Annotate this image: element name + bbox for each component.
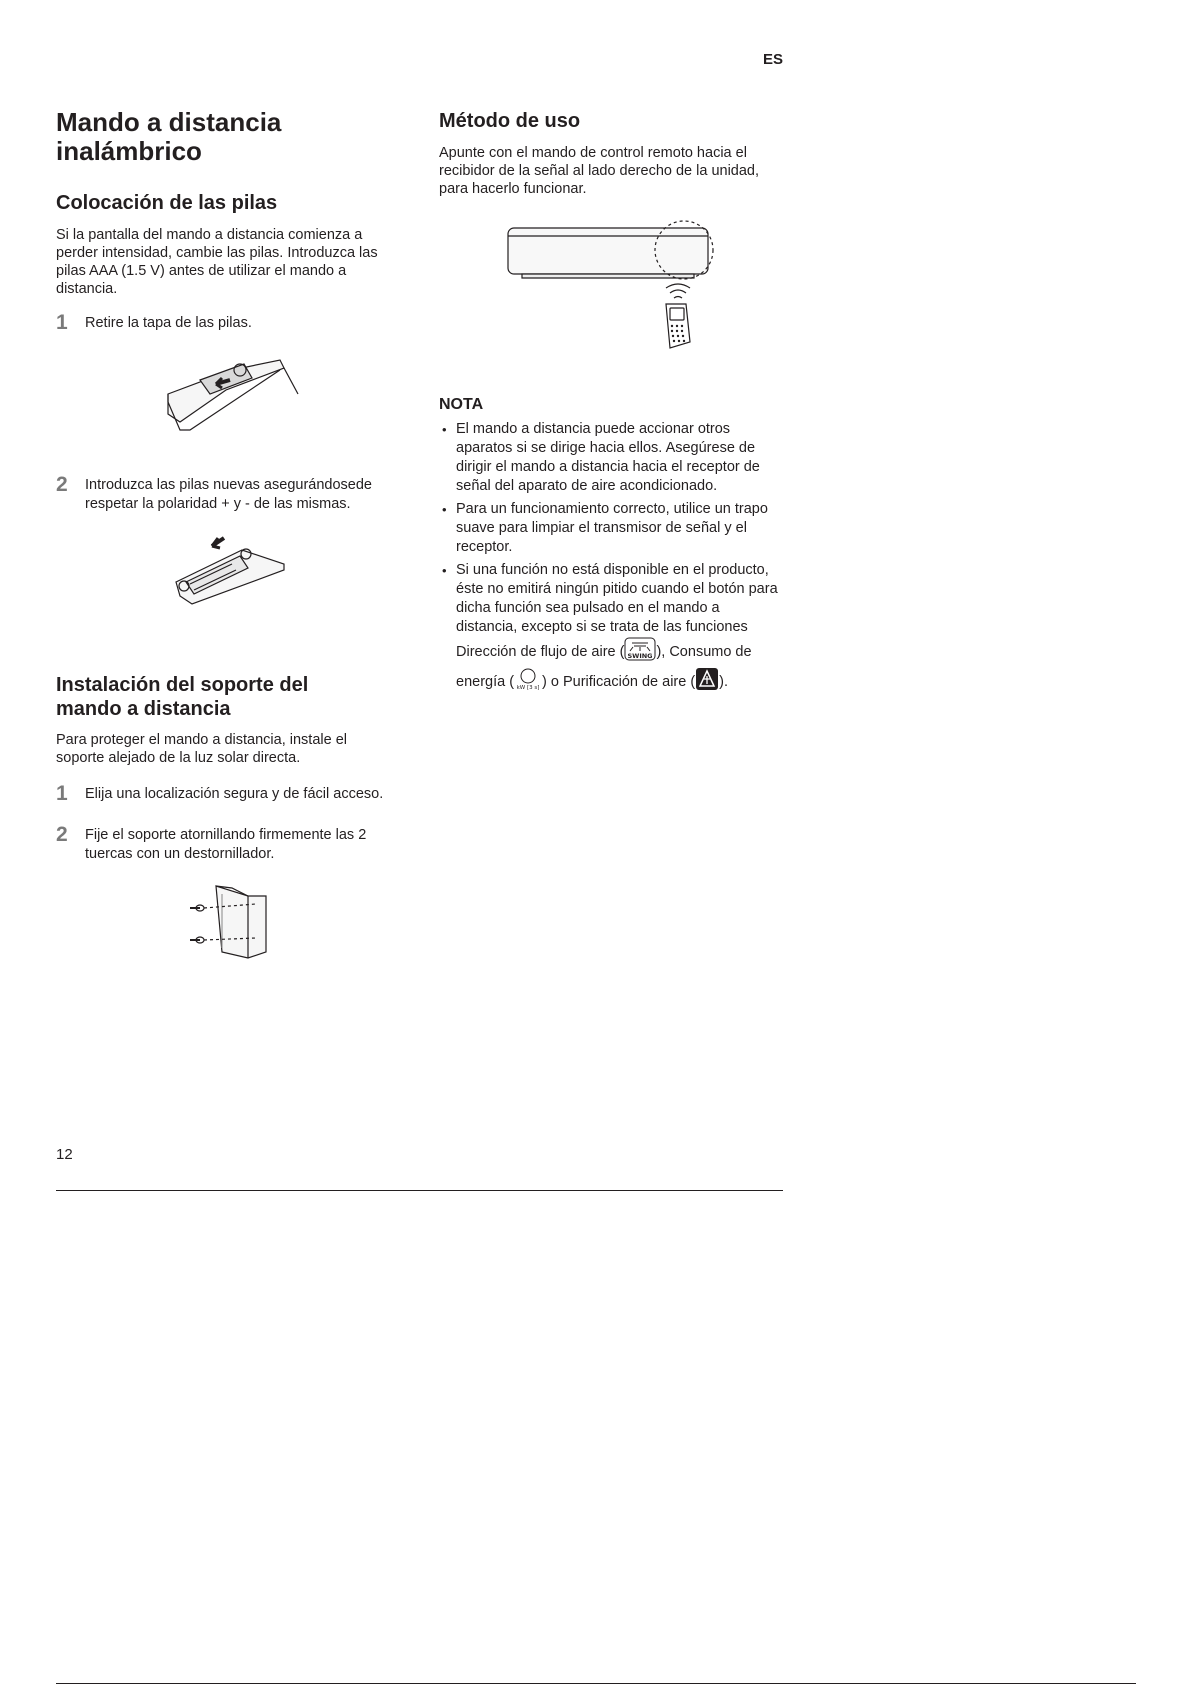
- step-text: Elija una localización segura y de fácil acceso.: [85, 786, 384, 802]
- insert-batteries-illustration: [172, 530, 288, 610]
- note-item-1: • El mando a distancia puede accionar otros aparatos si se dirige hacia ellos. Asegúrese de dirigir el mando a distancia hacia el receptor de señal del aparato de aire acondicionado.: [439, 420, 782, 496]
- note-item-3: [439, 561, 782, 697]
- page-title: Mando a distancia inalámbrico: [56, 107, 282, 166]
- note-list: [439, 420, 782, 701]
- step-number: 1: [56, 782, 68, 805]
- swing-icon-label: SWING: [627, 652, 653, 660]
- aim-remote-illustration: [506, 218, 716, 350]
- step-number: 2: [56, 823, 68, 846]
- note-item-3-text-b: ), Consumo de energía (: [456, 643, 752, 690]
- note-item-3-text-d: ).: [719, 673, 729, 690]
- note-heading: NOTA: [439, 396, 484, 413]
- remove-battery-cover-illustration: [160, 350, 300, 436]
- language-code: ES: [763, 51, 784, 68]
- page-number: 12: [56, 1146, 73, 1163]
- note-item-2: • Para un funcionamiento correcto, utilice un trapo suave para limpiar el transmisor de señal y el receptor.: [439, 500, 782, 557]
- swing-icon: [624, 637, 656, 667]
- energy-icon-label: kW [3 s]: [516, 685, 540, 691]
- batteries-heading: Colocación de las pilas: [56, 192, 278, 214]
- step-text: Fije el soporte atornillando firmemente las 2 tuercas con un destornillador.: [85, 827, 367, 862]
- energy-icon: [514, 667, 542, 697]
- batteries-intro: Si la pantalla del mando a distancia comienza a perder intensidad, cambie las pilas. Introduzca las pilas AAA (1.5 V) antes de utilizar el mando a distancia.: [56, 227, 378, 297]
- step-text: Introduzca las pilas nuevas asegurándosede respetar la polaridad + y - de las mismas.: [85, 477, 372, 512]
- usage-text: Apunte con el mando de control remoto hacia el recibidor de la señal al lado derecho de la unidad, para hacerlo funcionar.: [439, 145, 760, 197]
- step-number: 1: [56, 311, 68, 334]
- air-purification-icon: [695, 667, 719, 697]
- step-number: 2: [56, 473, 68, 496]
- footer-divider: [56, 1190, 783, 1191]
- usage-heading: Método de uso: [439, 110, 581, 132]
- remote-holder-illustration: [186, 882, 276, 962]
- step-text: Retire la tapa de las pilas.: [85, 315, 252, 331]
- holder-intro: Para proteger el mando a distancia, instale el soporte alejado de la luz solar directa.: [56, 732, 347, 766]
- holder-heading: Instalación del soporte del mando a distancia: [56, 674, 309, 720]
- note-item-3-text-a: Si una función no está disponible en el producto, éste no emitirá ningún pitido cuando el botón para dicha función sea pulsado en el mando a distancia, excepto si se trata de las funciones Dirección de flujo de aire (: [456, 562, 778, 660]
- note-item-3-text-c: ) o Purificación de aire (: [542, 673, 696, 690]
